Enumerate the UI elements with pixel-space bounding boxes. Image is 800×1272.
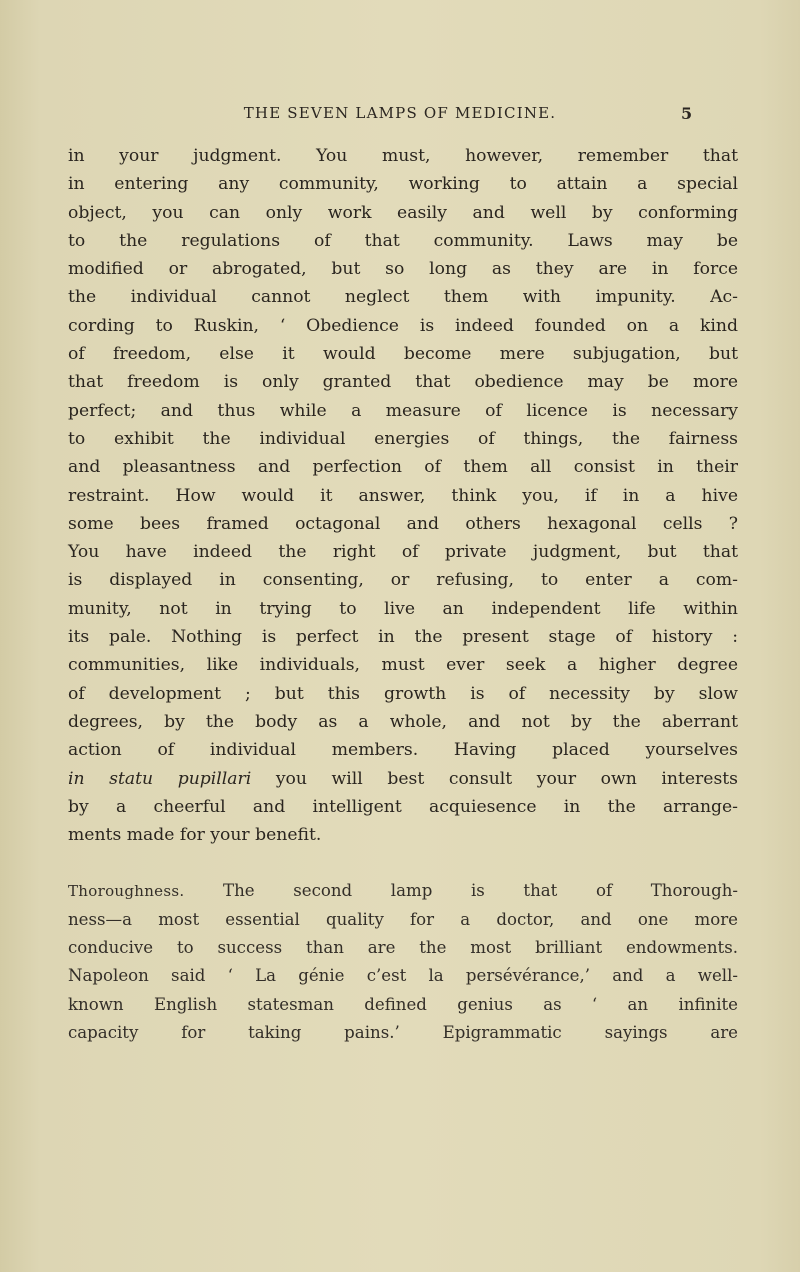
text-line: and pleasantness and perfection of them all consist in their xyxy=(68,457,738,478)
text-line: You have indeed the right of private judgment, but that xyxy=(68,542,738,563)
text-line: in entering any community, working to attain a special xyxy=(68,174,738,195)
text-line: restraint. How would it answer, think you, if in a hive xyxy=(68,485,738,506)
paragraph-gap xyxy=(68,849,738,877)
text-line: the individual cannot neglect them with impunity. Ac- xyxy=(68,287,738,308)
text-line: modified or abrogated, but so long as they are in force xyxy=(68,259,738,280)
latin-phrase: in statu pupillari xyxy=(68,768,252,789)
text-line: some bees framed octagonal and others hexagonal cells ? xyxy=(68,513,738,534)
text-line: object, you can only work easily and well by conforming xyxy=(68,202,738,223)
text-line: capacity for taking pains.’ Epigrammatic sayings are xyxy=(68,1022,738,1042)
text-line: ments made for your benefit. xyxy=(68,825,322,846)
text-line: ness—a most essential quality for a doctor, and one more xyxy=(68,909,738,929)
text-fragment: The second lamp is that of Thorough- xyxy=(184,881,738,901)
text-line: known English statesman defined genius as ‘ an infinite xyxy=(68,994,738,1014)
text-line: is displayed in consenting, or refusing, to enter a com- xyxy=(68,570,738,591)
text-line: in your judgment. You must, however, remember that xyxy=(68,146,738,166)
text-line: cording to Ruskin, ‘ Obedience is indeed founded on a kind xyxy=(68,315,738,336)
text-line: that freedom is only granted that obedience may be more xyxy=(68,372,738,393)
sidehead-thoroughness: Thoroughness. xyxy=(68,882,185,901)
text-line: its pale. Nothing is perfect in the present stage of history : xyxy=(68,627,738,648)
text-line-latin xyxy=(68,765,738,793)
text-line: of development ; but this growth is of necessity by slow xyxy=(68,683,738,704)
text-fragment: you will best consult your own interests xyxy=(251,768,738,789)
text-line: action of individual members. Having placed yourselves xyxy=(68,740,738,761)
text-line: Napoleon said ‘ La génie c’est la persévérance,’ and a well- xyxy=(68,966,738,986)
text-line: perfect; and thus while a measure of licence is necessary xyxy=(68,400,738,421)
text-line: of freedom, else it would become mere subjugation, but xyxy=(68,344,738,365)
paragraph-obedience xyxy=(68,142,738,849)
text-line: to the regulations of that community. Laws may be xyxy=(68,230,738,251)
text-line: communities, like individuals, must ever seek a higher degree xyxy=(68,655,738,676)
text-line: by a cheerful and intelligent acquiesence in the arrange- xyxy=(68,796,738,817)
running-head xyxy=(0,104,800,130)
text-line: to exhibit the individual energies of things, the fairness xyxy=(68,428,738,449)
body-text xyxy=(68,142,738,1047)
paragraph-thoroughness xyxy=(68,877,738,1047)
text-line: conducive to success than are the most brilliant endowments. xyxy=(68,938,738,958)
text-line: munity, not in trying to live an independent life within xyxy=(68,598,738,619)
page-number: 5 xyxy=(681,104,693,123)
running-title: THE SEVEN LAMPS OF MEDICINE. xyxy=(243,104,557,122)
text-line-with-sidehead xyxy=(68,877,738,905)
text-line: degrees, by the body as a whole, and not by the aberrant xyxy=(68,711,738,732)
